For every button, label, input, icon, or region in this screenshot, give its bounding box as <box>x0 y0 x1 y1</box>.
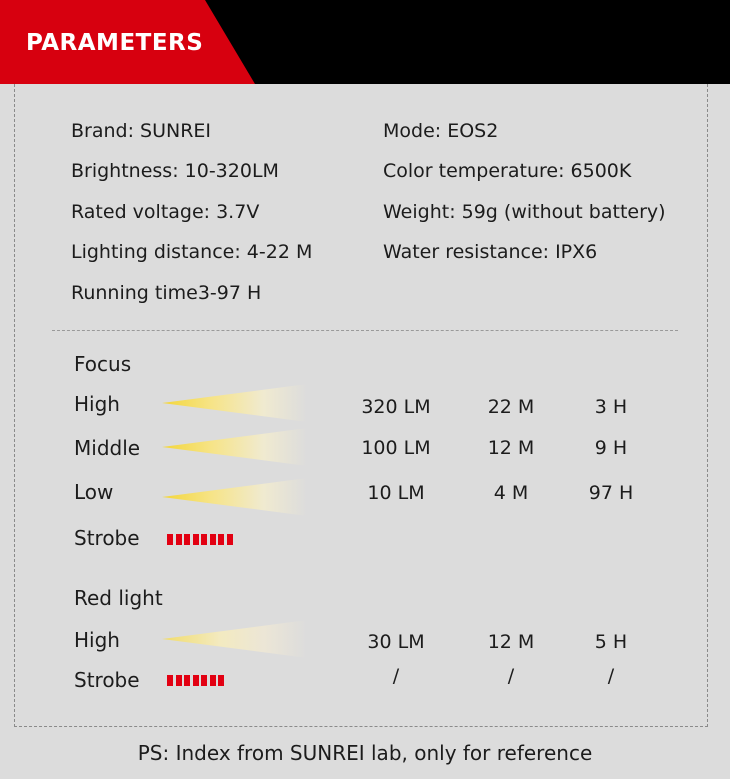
spec-brightness: Brightness: 10-320LM <box>71 160 279 182</box>
spec-rated-voltage: Rated voltage: 3.7V <box>71 201 260 223</box>
spec-color-temperature: Color temperature: 6500K <box>383 160 632 182</box>
red-strobe-runtime: / <box>607 665 615 687</box>
focus-low-distance: 4 M <box>493 482 529 504</box>
focus-middle-brightness: 100 LM <box>361 437 431 459</box>
header-banner <box>0 0 730 84</box>
focus-low-runtime: 97 H <box>588 482 634 504</box>
focus-strobe-label: Strobe <box>74 526 140 550</box>
focus-middle-label: Middle <box>74 436 141 460</box>
spec-brand: Brand: SUNREI <box>71 120 212 142</box>
focus-low-brightness: 10 LM <box>367 482 425 504</box>
focus-high-brightness: 320 LM <box>361 396 431 418</box>
red-high-brightness: 30 LM <box>367 631 425 653</box>
red-strobe-label: Strobe <box>74 668 140 692</box>
spec-water-resistance: Water resistance: IPX6 <box>383 241 598 263</box>
spec-mode: Mode: EOS2 <box>383 120 499 142</box>
red-strobe-brightness: / <box>392 665 400 687</box>
focus-title: Focus <box>74 352 132 376</box>
red-high-label: High <box>74 628 120 652</box>
focus-high-runtime: 3 H <box>594 396 628 418</box>
focus-high-distance: 22 M <box>487 396 535 418</box>
strobe-red-bars-icon <box>167 534 233 545</box>
header-title: PARAMETERS <box>26 30 204 56</box>
strobe-red-bars-icon <box>167 675 224 686</box>
red-strobe-distance: / <box>507 665 515 687</box>
focus-low-label: Low <box>74 480 114 504</box>
focus-middle-distance: 12 M <box>487 437 535 459</box>
red-light-title: Red light <box>74 586 163 610</box>
focus-middle-runtime: 9 H <box>594 437 628 459</box>
spec-lighting-distance: Lighting distance: 4-22 M <box>71 241 313 263</box>
spec-running-time: Running time3-97 H <box>71 282 262 304</box>
section-divider <box>52 330 678 331</box>
focus-high-label: High <box>74 392 120 416</box>
spec-weight: Weight: 59g (without battery) <box>383 201 666 223</box>
red-high-distance: 12 M <box>487 631 535 653</box>
footer-note: PS: Index from SUNREI lab, only for reference <box>137 741 593 765</box>
red-high-runtime: 5 H <box>594 631 628 653</box>
